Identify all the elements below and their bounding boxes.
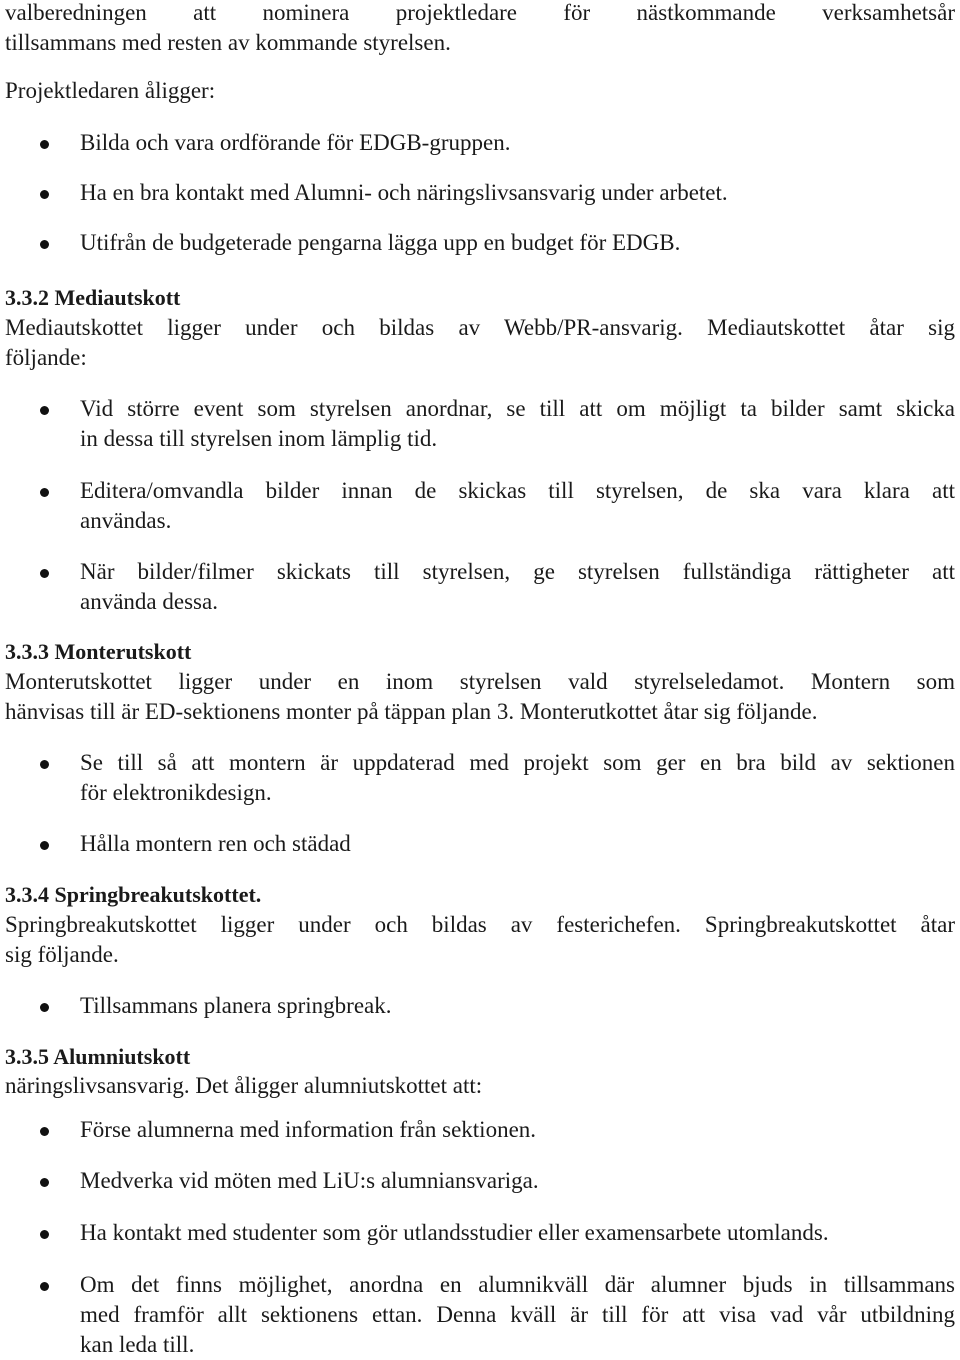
- alumni-body: näringslivsansvarig. Det åligger alumniutskottet att:: [5, 1073, 483, 1098]
- bullet-icon: [40, 240, 49, 249]
- projektledare-heading: Projektledaren åligger:: [5, 78, 216, 103]
- mediautskott-item-1-line-1: Vid större event som styrelsen anordnar, se till att om möjligt ta bilder samt skicka: [80, 396, 955, 421]
- alumni-item-4: [80, 1270, 955, 1360]
- alumni-item-3: Ha kontakt med studenter som gör utlandsstudier eller examensarbete utomlands.: [80, 1220, 829, 1245]
- springbreak-body-line-2: sig följande.: [5, 942, 119, 967]
- monterutskott-body: [5, 667, 955, 727]
- bullet-icon: [40, 140, 49, 149]
- monterutskott-title: 3.3.3 Monterutskott: [5, 639, 192, 664]
- alumni-item-2: Medverka vid möten med LiU:s alumniansvariga.: [80, 1168, 539, 1193]
- intro-line-2: tillsammans med resten av kommande styrelsen.: [5, 30, 451, 55]
- mediautskott-body: [5, 313, 955, 373]
- mediautskott-body-line-1: Mediautskottet ligger under och bildas av Webb/PR-ansvarig. Mediautskottet åtar sig: [5, 315, 955, 340]
- bullet-icon: [40, 1230, 49, 1239]
- mediautskott-item-3: [80, 557, 955, 617]
- bullet-icon: [40, 1178, 49, 1187]
- bullet-icon: [40, 406, 49, 415]
- mediautskott-item-1-line-2: in dessa till styrelsen inom lämplig tid.: [80, 426, 438, 451]
- monterutskott-body-line-1: Monterutskottet ligger under en inom styrelsen vald styrelseledamot. Montern som: [5, 669, 955, 694]
- intro-paragraph: [5, 0, 955, 58]
- bullet-icon: [40, 841, 49, 850]
- monterutskott-item-2: Hålla montern ren och städad: [80, 831, 351, 856]
- bullet-icon: [40, 488, 49, 497]
- mediautskott-title: 3.3.2 Mediautskott: [5, 285, 181, 310]
- mediautskott-body-line-2: följande:: [5, 345, 87, 370]
- alumni-item-1: Förse alumnerna med information från sektionen.: [80, 1117, 537, 1142]
- monterutskott-item-1-line-1: Se till så att montern är uppdaterad med projekt som ger en bra bild av sektionen: [80, 750, 955, 775]
- monterutskott-body-line-2: hänvisas till är ED-sektionens monter på täppan plan 3. Monterutkottet åtar sig följande.: [5, 699, 818, 724]
- springbreak-body: [5, 910, 955, 970]
- intro-line-1: valberedningen att nominera projektledare för nästkommande verksamhetsår: [5, 0, 955, 25]
- monterutskott-item-1: [80, 748, 955, 808]
- springbreak-title: 3.3.4 Springbreakutskottet.: [5, 882, 262, 907]
- alumni-title: 3.3.5 Alumniutskott: [5, 1044, 191, 1069]
- bullet-icon: [40, 1003, 49, 1012]
- springbreak-item-1: Tillsammans planera springbreak.: [80, 993, 392, 1018]
- mediautskott-item-2: [80, 476, 955, 536]
- bullet-icon: [40, 1127, 49, 1136]
- alumni-item-4-line-1: Om det finns möjlighet, anordna en alumnikväll där alumner bjuds in tillsammans: [80, 1272, 955, 1297]
- projektledare-item-2: Ha en bra kontakt med Alumni- och näringslivsansvarig under arbetet.: [80, 180, 728, 205]
- projektledare-item-1: Bilda och vara ordförande för EDGB-gruppen.: [80, 130, 511, 155]
- mediautskott-item-2-line-2: användas.: [80, 508, 172, 533]
- projektledare-item-3: Utifrån de budgeterade pengarna lägga upp en budget för EDGB.: [80, 230, 681, 255]
- mediautskott-item-3-line-2: använda dessa.: [80, 589, 218, 614]
- monterutskott-item-1-line-2: för elektronikdesign.: [80, 780, 272, 805]
- bullet-icon: [40, 760, 49, 769]
- mediautskott-item-2-line-1: Editera/omvandla bilder innan de skickas till styrelsen, de ska vara klara att: [80, 478, 955, 503]
- mediautskott-item-1: [80, 394, 955, 454]
- alumni-item-4-line-3: kan leda till.: [80, 1332, 195, 1357]
- mediautskott-item-3-line-1: När bilder/filmer skickats till styrelsen, ge styrelsen fullständiga rättigheter att: [80, 559, 955, 584]
- bullet-icon: [40, 1282, 49, 1291]
- bullet-icon: [40, 569, 49, 578]
- bullet-icon: [40, 190, 49, 199]
- springbreak-body-line-1: Springbreakutskottet ligger under och bildas av festerichefen. Springbreakutskottet åtar: [5, 912, 955, 937]
- alumni-item-4-line-2: med framför allt sektionens ettan. Denna kväll är till för att visa vad vår utbildning: [80, 1302, 955, 1327]
